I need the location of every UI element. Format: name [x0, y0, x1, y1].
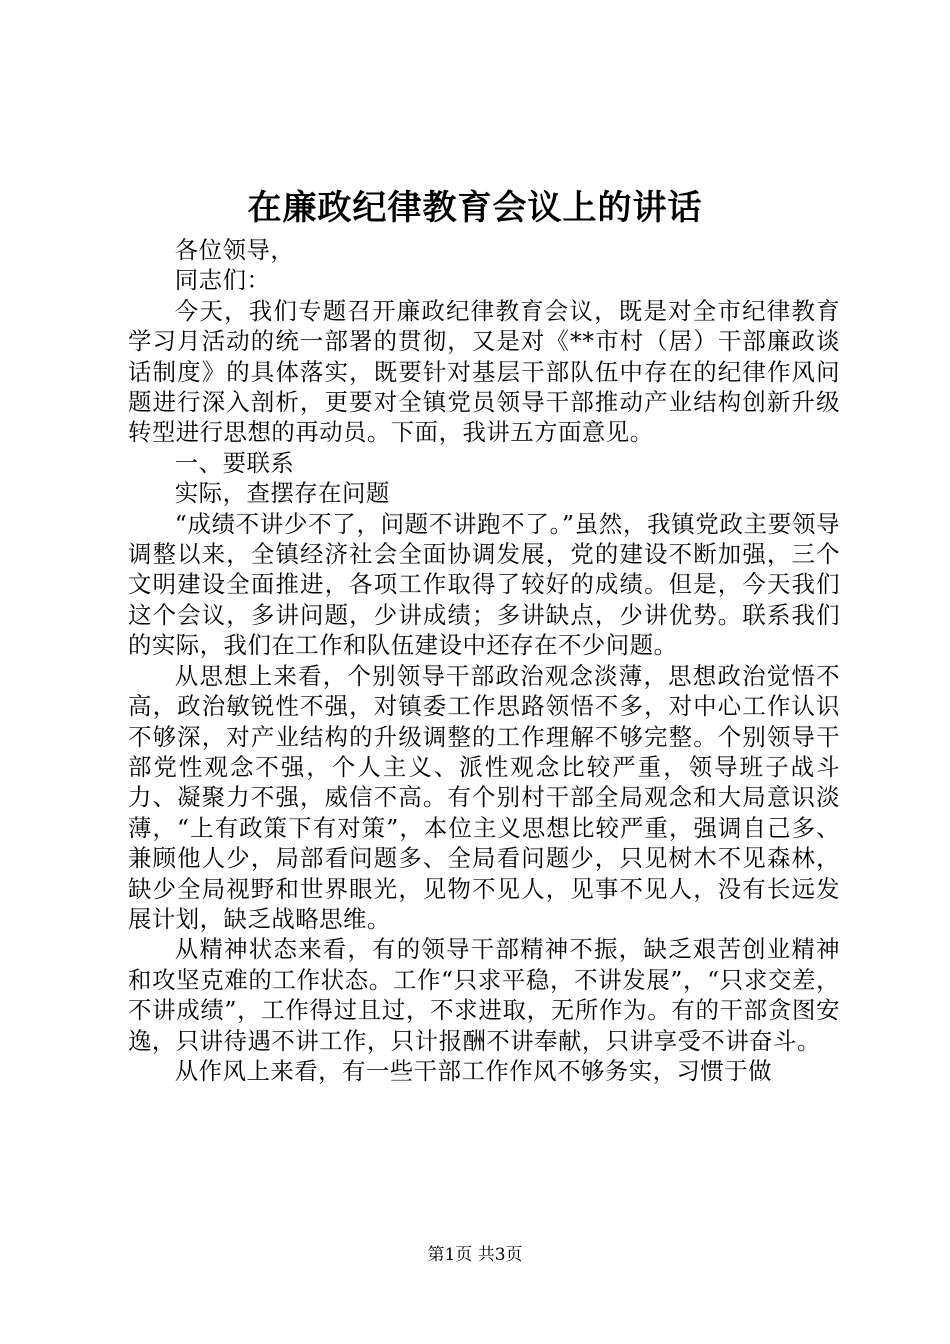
section-heading-1-cont: 实际，查摆存在问题 — [174, 479, 390, 508]
paragraph-intro: 今天，我们专题召开廉政纪律教育会议，既是对全市纪律教育学习月活动的统一部署的贯彻，又是对《**市村（居）干部廉政谈话制度》的具体落实，既要针对基层干部队伍中存在的纪律作风问题进行深入剖析，更要对全镇党员领导干部推动产业结构创新升级转型进行思想的再动员。下面，我讲五方面意见。 — [128, 296, 840, 447]
document-title: 在廉政纪律教育会议上的讲话 — [247, 188, 703, 228]
paragraph-thinking: 从思想上来看，个别领导干部政治观念淡薄，思想政治觉悟不高，政治敏锐性不强，对镇委工作思路领悟不多，对中心工作认识不够深，对产业结构的升级调整的工作理解不够完整。个别领导干部党性观念不强，个人主义、派性观念比较严重，领导班子战斗力、凝聚力不强，威信不高。有个别村干部全局观念和大局意识淡薄，“上有政策下有对策”，本位主义思想比较严重，强调自己多、兼顾他人少，局部看问题多、全局看问题少，只见树木不见森林，缺少全局视野和世界眼光，见物不见人，见事不见人，没有长远发展计划，缺乏战略思维。 — [128, 661, 840, 933]
salutation-leaders: 各位领导， — [174, 236, 295, 264]
paragraph-achievements: “成绩不讲少不了，问题不讲跑不了。”虽然，我镇党政主要领导调整以来，全镇经济社会全面协调发展，党的建设不断加强，三个文明建设全面推进，各项工作取得了较好的成绩。但是，今天我们这个会议，多讲问题，少讲成绩；多讲缺点，少讲优势。联系我们的实际，我们在工作和队伍建设中还存在不少问题。 — [128, 509, 840, 660]
document-body — [128, 235, 840, 1086]
paragraph-style: 从作风上来看，有一些干部工作作风不够务实，习惯于做 — [174, 1056, 773, 1085]
salutation-comrades: 同志们： — [174, 266, 271, 295]
page-footer: 第1页 共3页 — [427, 1245, 523, 1265]
paragraph-spirit: 从精神状态来看，有的领导干部精神不振，缺乏艰苦创业精神和攻坚克难的工作状态。工作“只求平稳，不讲发展”，“只求交差，不讲成绩”，工作得过且过，不求进取，无所作为。有的干部贪图安逸，只讲待遇不讲工作，只计报酬不讲奉献，只讲享受不讲奋斗。 — [128, 935, 840, 1055]
section-heading-1: 一、要联系 — [174, 448, 295, 477]
